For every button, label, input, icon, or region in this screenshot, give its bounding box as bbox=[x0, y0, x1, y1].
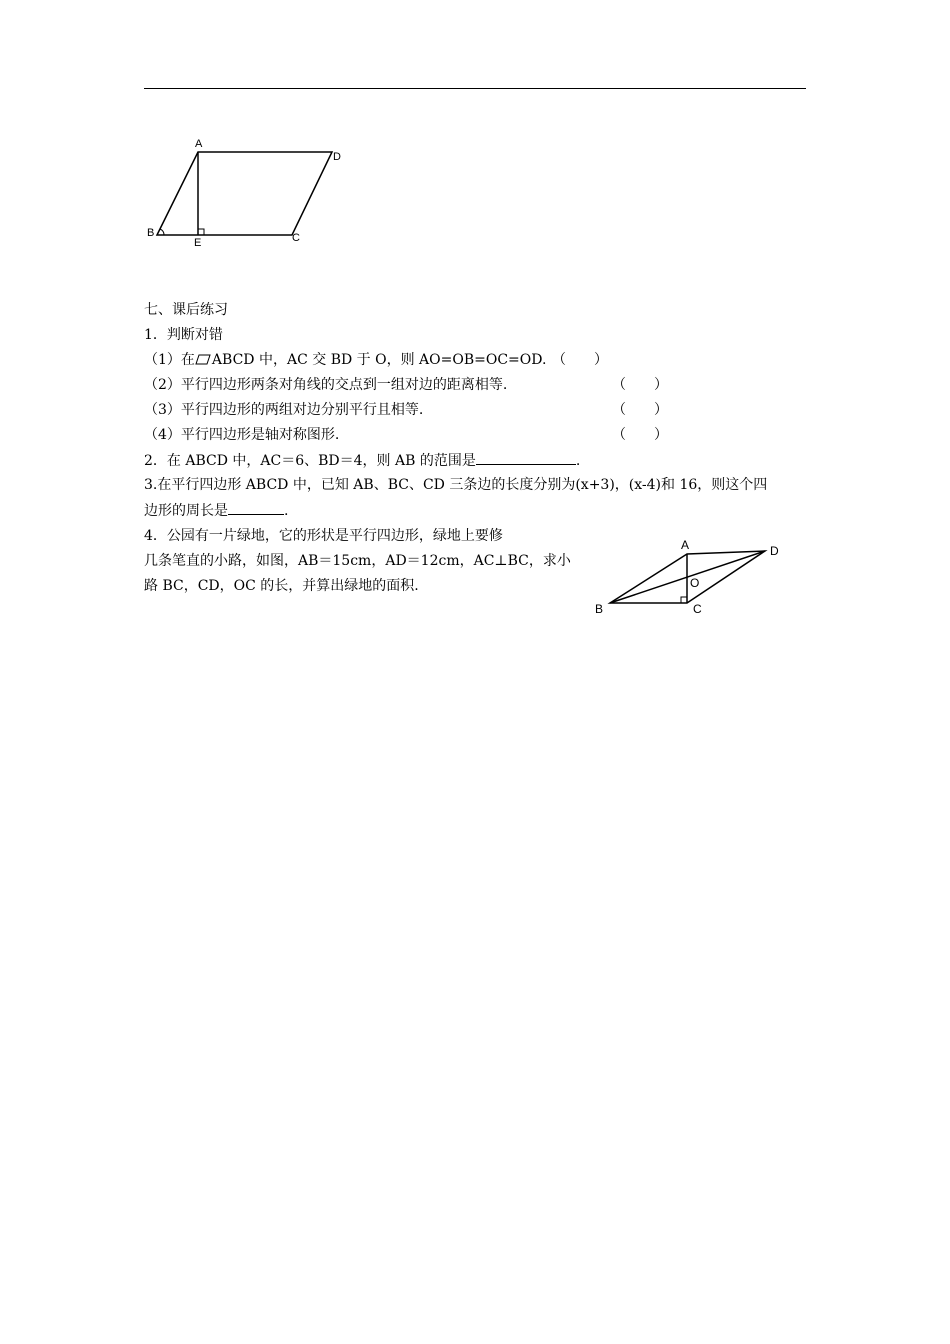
q1-item-2: （2）平行四边形两条对角线的交点到一组对边的距离相等. bbox=[144, 377, 508, 393]
q1-item-1-text: ABCD 中，AC 交 BD 于 O，则 AO=OB=OC=OD. bbox=[211, 352, 547, 368]
label-a: A bbox=[681, 538, 690, 552]
parallelogram-symbol-icon bbox=[195, 354, 211, 365]
q3-line-2 bbox=[144, 500, 288, 521]
header-rule bbox=[144, 88, 806, 89]
q2-answer-blank[interactable] bbox=[476, 450, 576, 465]
label-c: C bbox=[693, 602, 702, 616]
parallelogram-figure-2 bbox=[590, 535, 800, 620]
q2-end: . bbox=[575, 453, 581, 469]
label-b: B bbox=[147, 227, 155, 239]
label-c: C bbox=[292, 232, 300, 244]
q1-item-4: （4）平行四边形是轴对称图形. bbox=[144, 427, 340, 443]
q1-item-1-answer[interactable]: （ ） bbox=[552, 352, 608, 368]
parallelogram-with-diagonals-shape bbox=[610, 551, 765, 603]
q2-text: 2．在 ABCD 中，AC＝6、BD＝4，则 AB 的范围是 bbox=[144, 453, 476, 469]
parallelogram-figure-1 bbox=[140, 130, 360, 250]
label-o: O bbox=[690, 576, 700, 590]
label-b: B bbox=[595, 602, 604, 616]
label-a: A bbox=[195, 138, 203, 150]
q4-line-3: 路 BC，CD，OC 的长，并算出绿地的面积. bbox=[144, 578, 419, 594]
q1-item-1-prefix: （1）在 bbox=[144, 352, 195, 368]
q1-title: 1．判断对错 bbox=[144, 327, 223, 343]
q1-item-4-answer[interactable]: （ ） bbox=[612, 427, 668, 443]
q1-item-2-answer[interactable]: （ ） bbox=[612, 377, 668, 393]
right-angle-mark-c bbox=[681, 597, 687, 603]
label-e: E bbox=[194, 237, 202, 249]
label-d: D bbox=[333, 151, 341, 163]
q1-item-3-answer[interactable]: （ ） bbox=[612, 402, 668, 418]
q1-item-1 bbox=[144, 350, 546, 370]
q3-line-1: 3.在平行四边形 ABCD 中，已知 AB、BC、CD 三条边的长度分别为(x+3)，(x-4)和 16，则这个四 bbox=[144, 477, 768, 493]
label-d: D bbox=[770, 544, 779, 558]
section-title: 七、课后练习 bbox=[144, 302, 228, 318]
q3-answer-blank[interactable] bbox=[228, 500, 284, 515]
q2-line bbox=[144, 450, 580, 471]
parallelogram-abcd-shape bbox=[157, 152, 332, 235]
q4-line-1: 4．公园有一片绿地，它的形状是平行四边形，绿地上要修 bbox=[144, 528, 503, 544]
right-angle-mark bbox=[198, 229, 204, 235]
q3-end: . bbox=[284, 503, 289, 519]
angle-b-mark bbox=[160, 229, 164, 235]
q1-item-3: （3）平行四边形的两组对边分别平行且相等. bbox=[144, 402, 424, 418]
q3-text-2: 边形的周长是 bbox=[144, 503, 228, 519]
q4-line-2: 几条笔直的小路，如图，AB＝15cm，AD＝12cm，AC⊥BC，求小 bbox=[144, 553, 571, 569]
